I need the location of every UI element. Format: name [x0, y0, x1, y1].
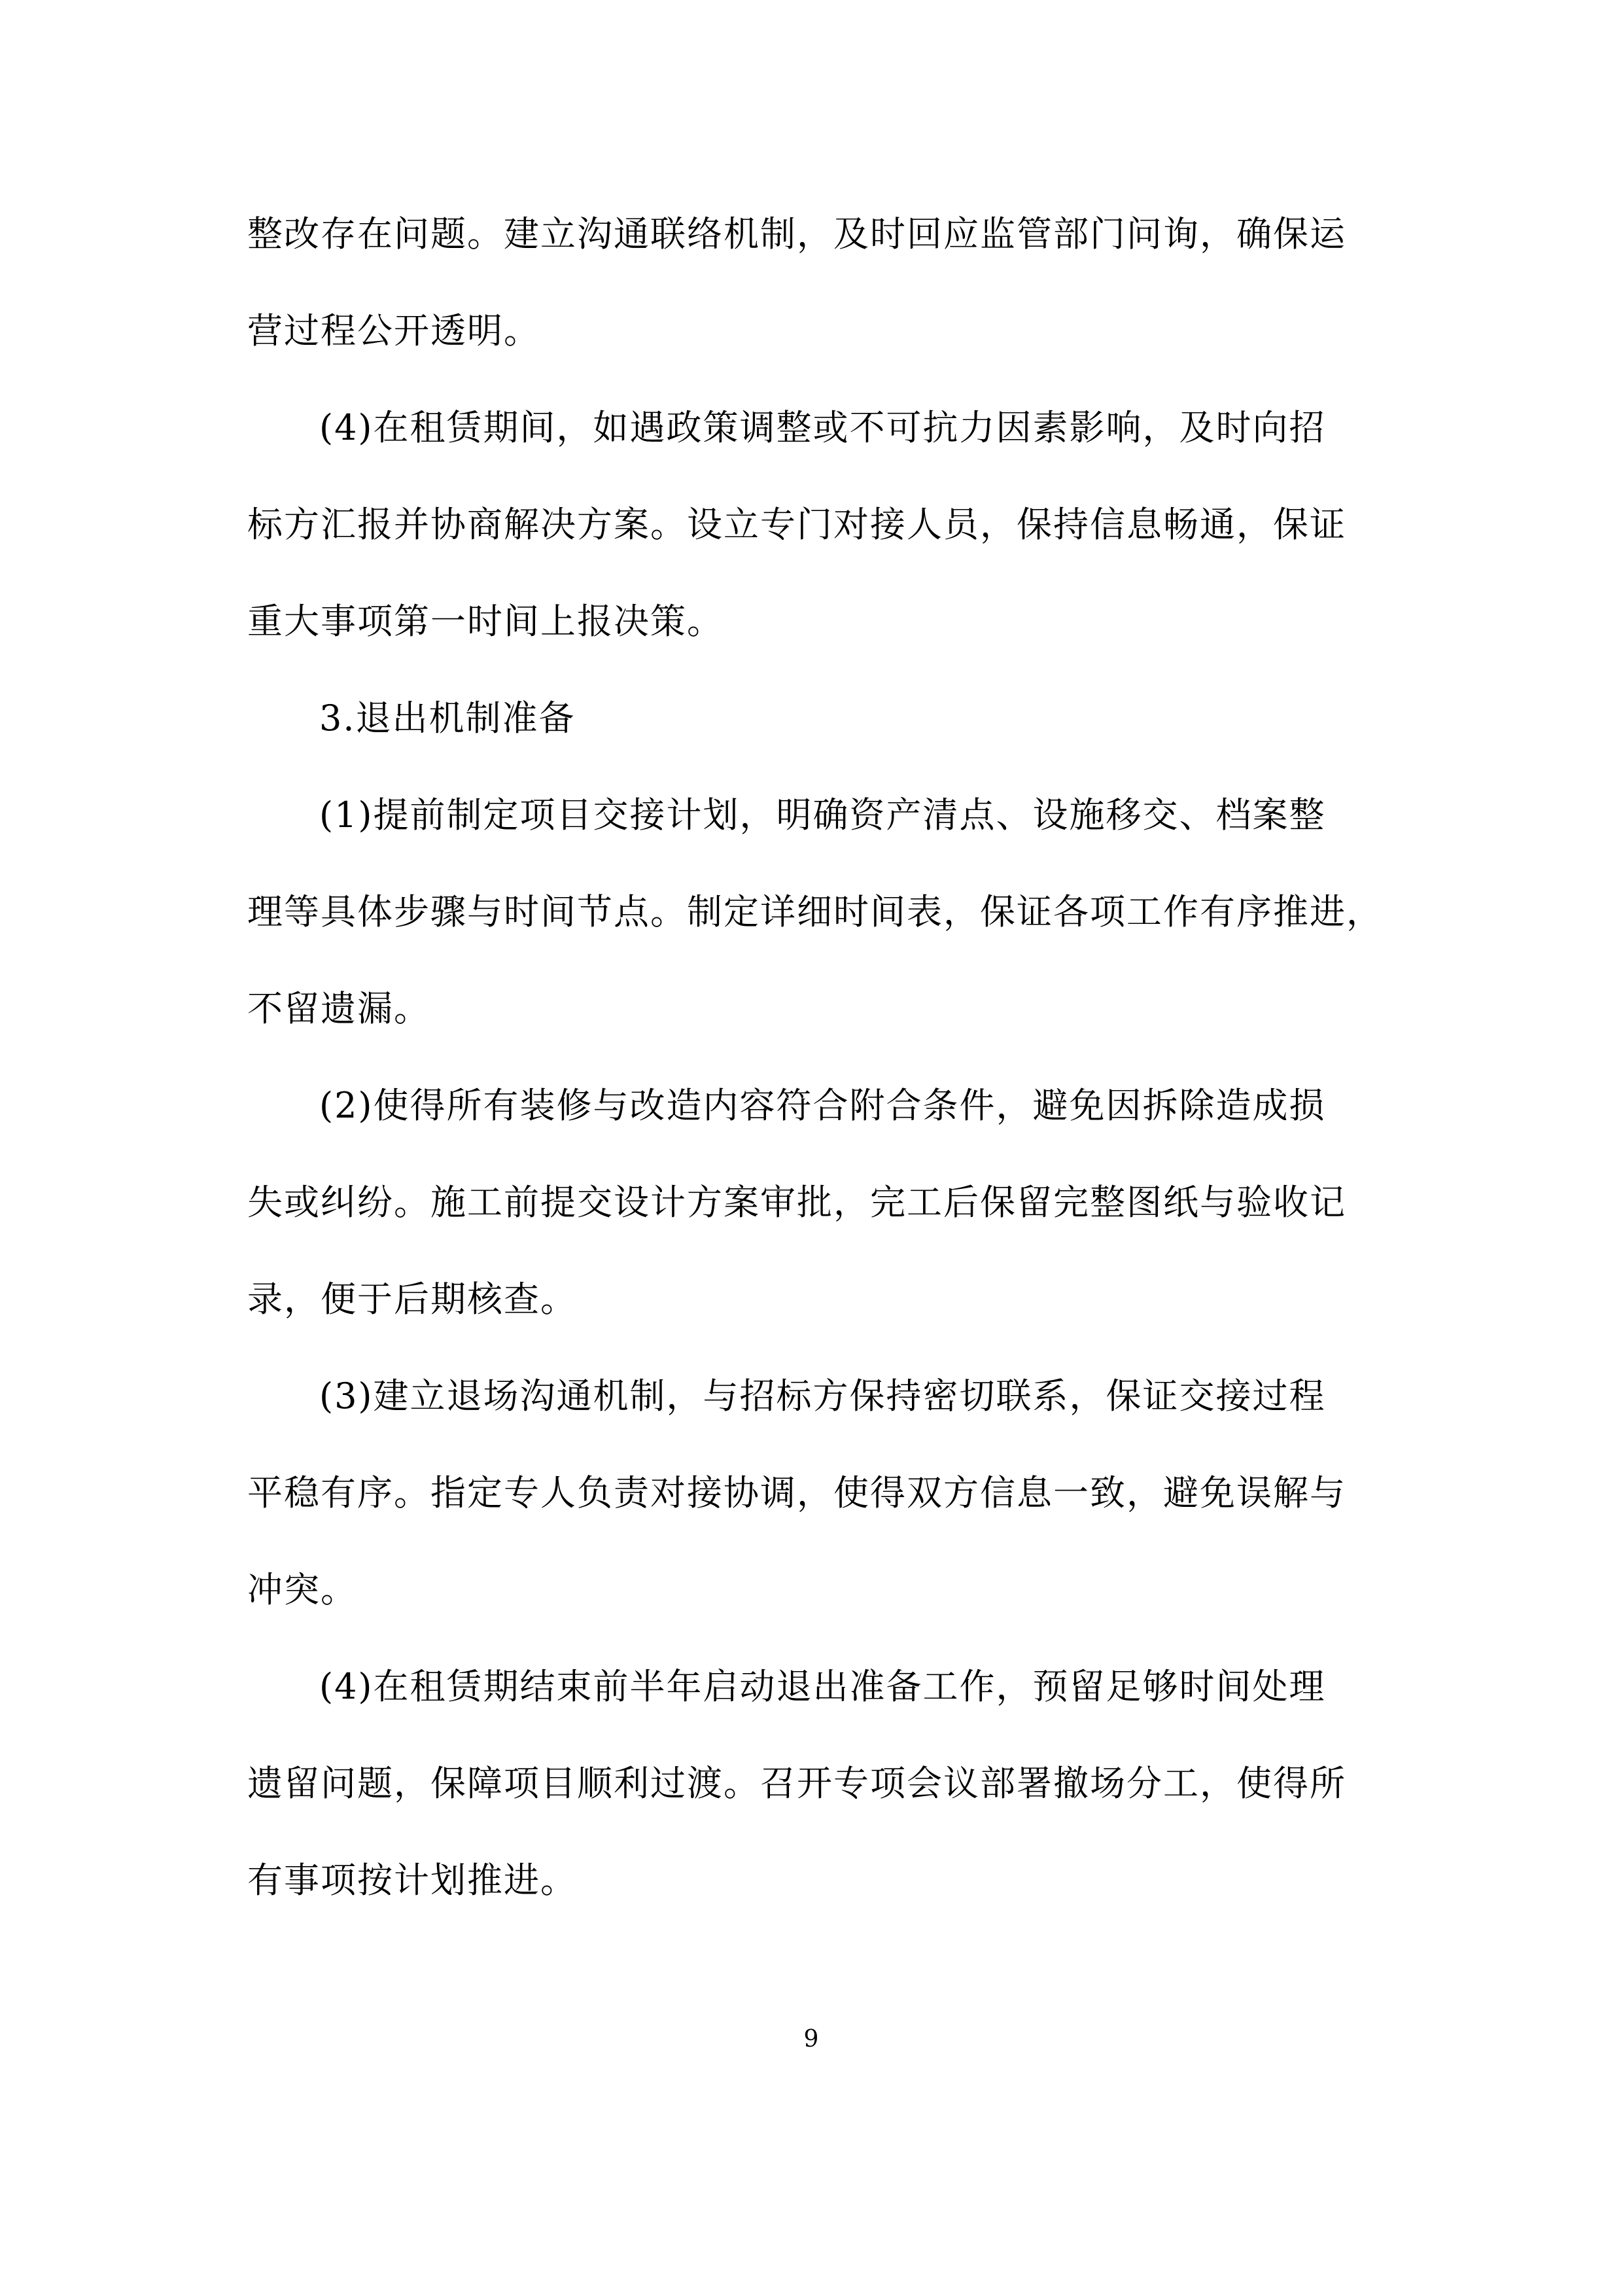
text-line: 遗留问题，保障项目顺利过渡。召开专项会议部署撤场分工，使得所 [247, 1763, 1346, 1804]
text-line: (4)在租赁期间，如遇政策调整或不可抗力因素影响，及时向招 [319, 407, 1326, 448]
text-line: 营过程公开透明。 [247, 310, 540, 351]
text-line: 理等具体步骤与时间节点。制定详细时间表，保证各项工作有序推进， [247, 891, 1383, 932]
text-line: 标方汇报并协商解决方案。设立专门对接人员，保持信息畅通，保证 [247, 504, 1346, 545]
text-line: (3)建立退场沟通机制，与招标方保持密切联系，保证交接过程 [319, 1375, 1326, 1417]
page-number: 9 [803, 2026, 819, 2053]
text-line: 有事项按计划推进。 [247, 1860, 577, 1901]
text-line: (2)使得所有装修与改造内容符合附合条件，避免因拆除造成损 [319, 1085, 1326, 1126]
text-line: 重大事项第一时间上报决策。 [247, 601, 724, 642]
text-line: (4)在租赁期结束前半年启动退出准备工作，预留足够时间处理 [319, 1666, 1326, 1707]
text-line: 平稳有序。指定专人负责对接协调，使得双方信息一致，避免误解与 [247, 1472, 1346, 1513]
text-line: (1)提前制定项目交接计划，明确资产清点、设施移交、档案整 [319, 794, 1326, 836]
text-line: 不留遗漏。 [247, 988, 430, 1029]
text-line: 录，便于后期核查。 [247, 1279, 577, 1320]
text-line: 整改存在问题。建立沟通联络机制，及时回应监管部门问询，确保运 [247, 213, 1346, 255]
section-heading: 3.退出机制准备 [319, 698, 576, 739]
text-line: 冲突。 [247, 1569, 357, 1610]
text-line: 失或纠纷。施工前提交设计方案审批，完工后保留完整图纸与验收记 [247, 1182, 1346, 1223]
